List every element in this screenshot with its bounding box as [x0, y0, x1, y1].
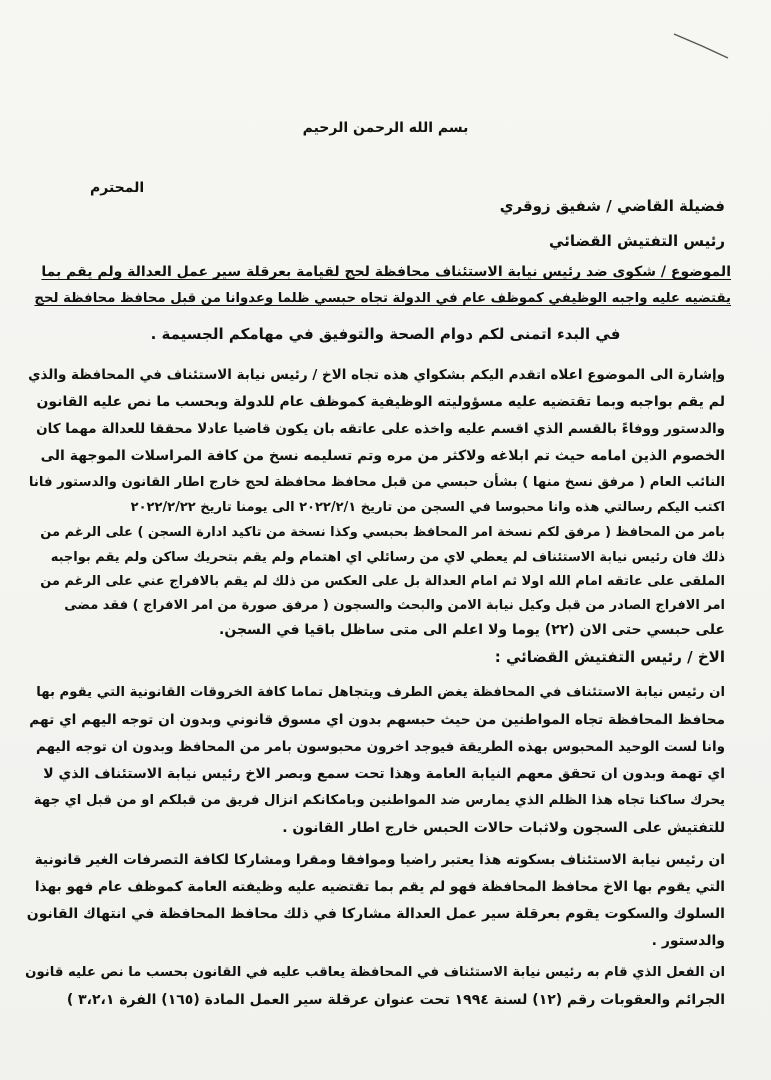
paragraph3-line: والدستور . [651, 933, 725, 949]
paragraph1-line: وإشارة الى الموضوع اعلاه اتقدم اليكم بشكواي هذه تجاه الاخ / رئيس نيابة الاستئناف في المحافظة والذي [28, 367, 725, 383]
subject-line-2: يقتضيه عليه واجبه الوظيفي كموظف عام في الدولة تجاه حبسي ظلما وعدوانا من قبل محافظ محافظة لحج [34, 291, 731, 306]
paragraph1-line: بامر من المحافظ ( مرفق لكم نسخة امر المحافظ بحبسي وكذا نسخة من تاكيد ادارة السجن ) على الرغم من [40, 525, 725, 540]
subject-line-1: الموضوع / شكوى ضد رئيس نيابة الاستئناف محافظة لحج لقيامة بعرقلة سير عمل العدالة ولم يقم بما [41, 264, 731, 280]
paragraph3-line: السلوك والسكوت يقوم بعرقلة سير عمل العدالة مشاركا في ذلك محافظ المحافظة في انتهاك القانون [26, 906, 725, 922]
paragraph1-line: لم يقم بواجبه وبما تقتضيه عليه مسؤوليته الوظيفية كموظف عام للدولة وبحسب ما نص عليه القانون [36, 394, 725, 410]
paragraph3-line: ان رئيس نيابة الاستئناف بسكوته هذا يعتبر راضيا وموافقا ومقرا ومشاركا لكافة التصرفات الغير قانونية [34, 852, 725, 868]
paragraph2-line: محافظ المحافظة تجاه المواطنين من حيث حبسهم بدون اي مسوق قانوني وبدون ان توجه اليهم اي تهم [29, 712, 725, 728]
basmala: بسم الله الرحمن الرحيم [302, 120, 469, 136]
paragraph2-line: يحرك ساكنا تجاه هذا الظلم الذي يمارس ضد المواطنين وبامكانكم انزال فريق من قبلكم او من قبل اي جهة [33, 793, 725, 808]
greeting-line: في البدء اتمنى لكم دوام الصحة والتوفيق في مهامكم الجسيمة . [150, 325, 621, 343]
paragraph4-line: ان الفعل الذي قام به رئيس نيابة الاستئناف في المحافظة يعاقب عليه في القانون بحسب ما نص عليه قانون [25, 965, 725, 980]
paragraph2-line: للتفتيش على السجون ولاثبات حالات الحبس خارج اطار القانون . [282, 820, 725, 836]
paragraph1-line: اكتب اليكم رسالتي هذه وانا محبوسا في السجن من تاريخ ٢٠٢٢/٢/١ الى يومنا تاريخ ٢٠٢٢/٢/٢٢ [130, 500, 725, 515]
paragraph1-line: الخصوم الذين امامه حيث تم ابلاغه ولاكثر من مره وتم تسليمه نسخ من كافة المراسلات الموجهة الى [40, 448, 725, 464]
paragraph1-line: الملقى على عاتقه امام الله اولا ثم امام العدالة بل على العكس من ذلك لم يقم بالافراج عني على الرغم من [40, 574, 725, 589]
salutation-2: الاخ / رئيس التفتيش القضائي : [494, 648, 725, 666]
pen-stroke-mark [672, 30, 732, 60]
paragraph2-line: وانا لست الوحيد المحبوس بهذه الطريقة فيوجد اخرون محبوسون بامر من المحافظ وبدون ان توجه اليهم [35, 739, 725, 755]
paragraph2-line: ان رئيس نيابة الاستئناف في المحافظة يغض الطرف ويتجاهل تماما كافة الخروقات القانونية التي يقوم بها [36, 685, 725, 700]
paragraph3-line: التي يقوم بها الاخ محافظ المحافظة فهو لم يقم بما تقتضيه عليه وظيفته العامة كموظف عام فهو بهذا [34, 879, 725, 895]
paragraph1-line: ذلك فان رئيس نيابة الاستئناف لم يعطي لاي من رسائلي اي اهتمام ولم يقم بتحريك ساكن ولم يقم بواجبه [50, 550, 725, 565]
respected-label: المحترم [90, 180, 145, 196]
addressee-title: رئيس التفتيش القضائي [549, 232, 725, 250]
addressee-line: فضيلة القاضي / شفيق زوقري [499, 197, 725, 215]
paragraph2-line: اي تهمة وبدون ان تحقق معهم النيابة العامة وهذا تحت سمع وبصر الاخ رئيس نيابة الاستئناف الذي لا [43, 766, 725, 782]
paragraph4-line: الجرائم والعقوبات رقم (١٢) لسنة ١٩٩٤ تحت عنوان عرقلة سير العمل المادة (١٦٥) الفرة ٣،٢،١ ) [66, 992, 725, 1008]
paragraph1-line: النائب العام ( مرفق نسخ منها ) بشأن حبسي من قبل محافظ محافظة لحج خارج اطار القانون والدستور فانا [28, 475, 725, 490]
paragraph1-line: والدستور ووفاءً بالقسم الذي اقسم عليه واخذه على عاتقه بان يكون قاضيا عادلا محققا للعدالة مهما كان [36, 421, 725, 437]
paragraph1-line: امر الافراج الصادر من قبل وكيل نيابة الامن والبحث والسجون ( مرفق صورة من امر الافراج ) فقد مضى [64, 598, 725, 613]
paragraph1-line: على حبسي حتى الان (٢٢) يوما ولا اعلم الى متى ساظل باقيا في السجن. [219, 622, 725, 638]
